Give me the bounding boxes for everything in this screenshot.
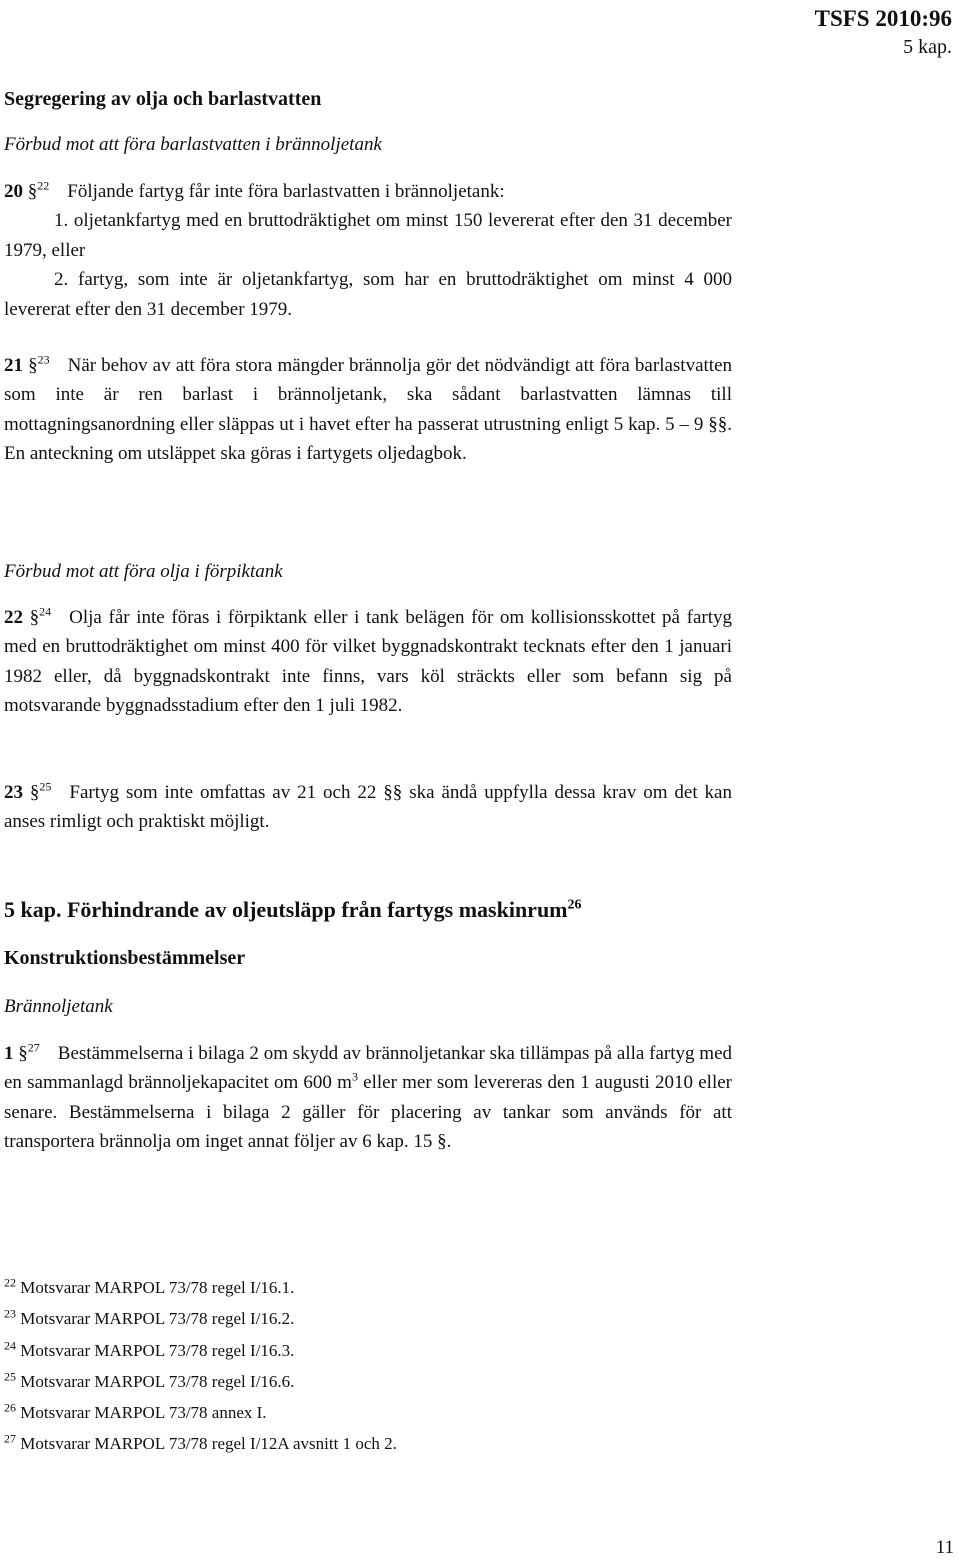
footnote-ref: 24: [39, 604, 52, 619]
list-item-1: 1. oljetankfartyg med en bruttodräktighet om minst 150 levererat efter den 31 december 1979, eller: [4, 210, 732, 261]
paragraph-number: 1: [4, 1043, 14, 1064]
footnote-ref: 23: [37, 352, 50, 367]
paragraph-text: Olja får inte föras i förpiktank eller i tank belägen för om kollisionsskottet på fartyg med en bruttodräktighet om minst 400 för vilket byggnadskontrakt tecknats efter den 1 januari 1982 eller, då byggnadskontrakt inte finns, vars köl sträckts eller som befann sig på motsvarande byggnadsstadium efter den 1 juli 1982.: [4, 607, 732, 717]
chapter-reference: 5 kap.: [903, 35, 952, 58]
footnote-ref: 22: [37, 178, 50, 193]
paragraph-text: Fartyg som inte omfattas av 21 och 22 §§ ska ändå uppfylla dessa krav om det kan anses rimligt och praktiskt möjligt.: [4, 782, 732, 833]
paragraph-20: [4, 177, 732, 324]
footnote-item: $^{25}$ Motsvarar MARPOL 73/78 regel I/16.6.: [4, 1369, 295, 1391]
page-header: [815, 0, 952, 60]
page-number: 11: [935, 1537, 954, 1558]
subheading-forepeak-prohibition: Förbud mot att föra olja i förpiktank: [4, 561, 283, 582]
chapter-title: 5 kap. Förhindrande av oljeutsläpp från fartygs maskinrum$^{26}$: [4, 897, 582, 922]
paragraph-20-intro: [4, 177, 732, 206]
footnote-ref: 27: [27, 1040, 40, 1055]
subheading-fuel-oil-tank: Brännoljetank: [4, 996, 113, 1017]
paragraph-text: När behov av att föra stora mängder brännolja gör det nödvändigt att föra barlastvatten som inte är ren barlast i brännoljetank, ska sådant barlastvatten lämnas till mottagningsanordning eller släppas ut i havet efter ha passerat utrustning enligt 5 kap. 5 – 9 §§. En anteckning om utsläppet ska göras i fartygets oljedagbok.: [4, 355, 732, 465]
section-sign: §: [29, 607, 40, 628]
subheading-ballast-prohibition: Förbud mot att föra barlastvatten i brännoljetank: [4, 134, 382, 155]
paragraph-1: [4, 1039, 732, 1157]
section-sign: §: [27, 181, 38, 202]
paragraph-text: Följande fartyg får inte föra barlastvatten i brännoljetank:: [67, 181, 505, 202]
section-heading-segregation: Segregering av olja och barlastvatten: [4, 88, 322, 110]
paragraph-number: 20: [4, 181, 23, 202]
section-sign: §: [28, 355, 38, 376]
footnote-item: $^{27}$ Motsvarar MARPOL 73/78 regel I/12A avsnitt 1 och 2.: [4, 1431, 397, 1454]
footnote-ref: 25: [39, 779, 52, 794]
heading-construction-rules: Konstruktionsbestämmelser: [4, 947, 246, 969]
paragraph-number: 21: [4, 355, 23, 376]
footnote-item: $^{22}$ Motsvarar MARPOL 73/78 regel I/16.1.: [4, 1275, 295, 1297]
list-item-2: 2. fartyg, som inte är oljetankfartyg, som har en bruttodräktighet om minst 4 000 levererat efter den 31 december 1979.: [4, 269, 732, 320]
document-id: TSFS 2010:96: [814, 6, 952, 31]
paragraph-text-b: eller mer som levereras den 1 augusti 2010 eller senare. Bestämmelserna i bilaga 2 gäller för placering av tankar som används för att transportera brännolja om inget annat följer av 6 kap. 15 §.: [4, 1072, 732, 1153]
unit-superscript: 3: [351, 1070, 358, 1085]
paragraph-23: [4, 778, 732, 837]
paragraph-number: 23: [4, 782, 23, 803]
paragraph-text-a: Bestämmelserna i bilaga 2 om skydd av brännoljetankar ska tillämpas på alla fartyg med en sammanlagd brännoljekapacitet om 600 m: [4, 1043, 732, 1094]
paragraph-number: 22: [4, 607, 23, 628]
paragraph-21: [4, 351, 732, 469]
footnotes: [4, 1272, 732, 1460]
paragraph-22: [4, 603, 732, 721]
footnote-ref: 26: [567, 897, 582, 913]
section-sign: §: [18, 1043, 28, 1064]
footnote-item: $^{23}$ Motsvarar MARPOL 73/78 regel I/16.2.: [4, 1306, 295, 1329]
section-sign: §: [29, 782, 40, 803]
footnote-item: $^{24}$ Motsvarar MARPOL 73/78 regel I/16.3.: [4, 1337, 295, 1360]
footnote-item: $^{26}$ Motsvarar MARPOL 73/78 annex I.: [4, 1400, 267, 1423]
